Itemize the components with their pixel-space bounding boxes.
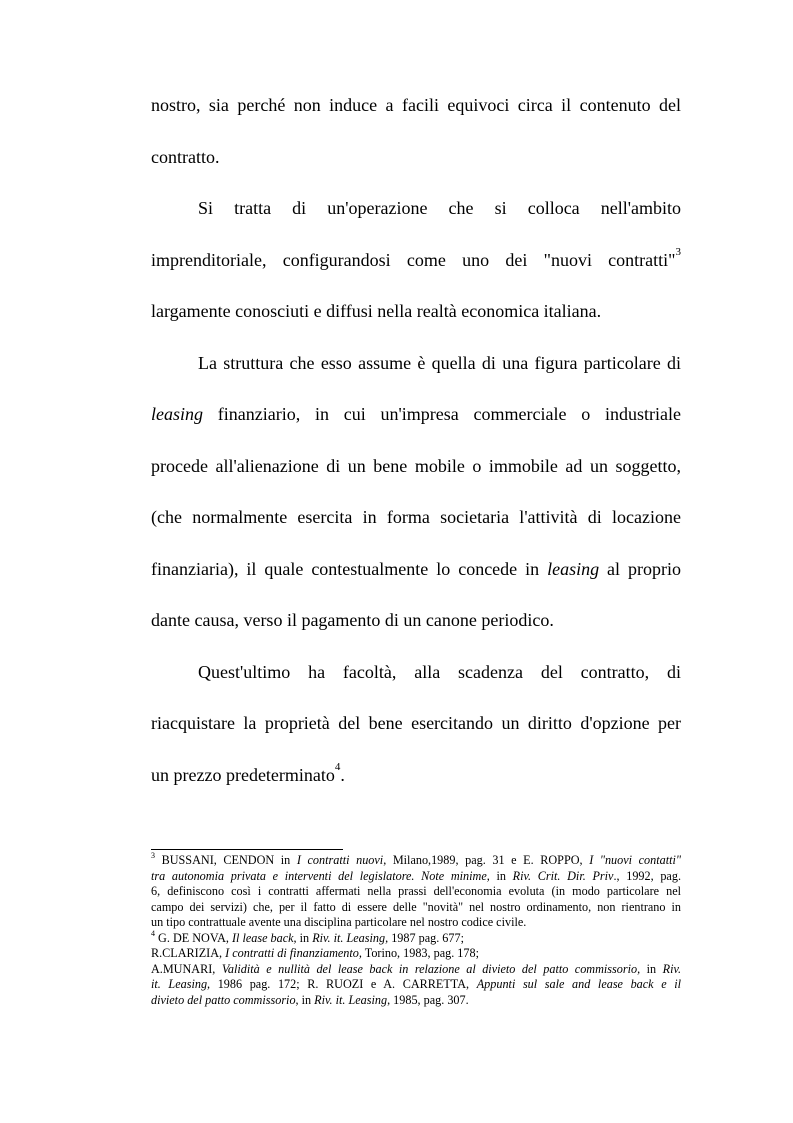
footnote-3-line: un tipo contrattuale avente una disciplina particolare nel nostro codice civile. <box>151 915 527 929</box>
footnote-separator <box>151 849 343 850</box>
paragraph-line: nostro, sia perché non induce a facili equivoci circa il contenuto del <box>151 95 681 115</box>
paragraph-line: imprenditoriale, configurandosi come uno dei "nuovi contratti"$^3$ <box>151 245 681 270</box>
paragraph-line: dante causa, verso il pagamento di un canone periodico. <box>151 610 554 630</box>
paragraph-line: Quest'ultimo ha facoltà, alla scadenza del contratto, di <box>198 661 681 682</box>
paragraph-line: procede all'alienazione di un bene mobile o immobile ad un soggetto, <box>151 455 681 476</box>
paragraph-line: largamente conosciuti e diffusi nella realtà economica italiana. <box>151 301 602 321</box>
footnote-ref-4: 4 <box>334 760 341 773</box>
paragraph-line: un prezzo predeterminato$^4$. <box>151 760 345 785</box>
footnotes <box>151 853 681 1008</box>
footnote-4-line: it. Leasing, 1986 pag. 172; R. RUOZI e A. CARRETTA, Appunti sul sale and lease back e il <box>151 977 682 991</box>
footnote-4-line: A.MUNARI, Validità e nullità del lease back in relazione al divieto del patto commissorio, in Riv. <box>151 961 682 976</box>
footnote-4-line: divieto del patto commissorio, in Riv. it. Leasing, 1985, pag. 307. <box>151 992 469 1007</box>
footnote-ref-3: 3 <box>675 245 681 258</box>
footnote-3-line: 6, definiscono così i contratti affermati nella prassi dell'economia evoluta (in modo particolare nel <box>151 884 681 898</box>
paragraph-line: riacquistare la proprietà del bene esercitando un diritto d'opzione per <box>151 713 681 733</box>
footnote-3-line: campo dei servizi) che, per il fatto di essere delle "novità" nel nostro ordinamento, non rientrano in <box>151 899 681 914</box>
paragraph-line: La struttura che esso assume è quella di una figura particolare di <box>198 352 681 373</box>
footnote-3-line: $^3$ BUSSANI, CENDON in I contratti nuovi, Milano,1989, pag. 31 e E. ROPPO, I "nuovi contatti" <box>151 851 681 867</box>
paragraph-line: (che normalmente esercita in forma societaria l'attività di locazione <box>151 507 681 527</box>
body-text <box>151 80 681 801</box>
paragraph-line: leasing finanziario, in cui un'impresa commerciale o industriale <box>151 404 681 424</box>
footnote-3-line: tra autonomia privata e interventi del legislatore. Note minime, in Riv. Crit. Dir. Priv., 1992, pag. <box>151 868 681 883</box>
footnote-4-line: R.CLARIZIA, I contratti di finanziamento, Torino, 1983, pag. 178; <box>151 946 479 960</box>
paragraph-line: contratto. <box>151 146 220 167</box>
paragraph-line: finanziaria), il quale contestualmente lo concede in leasing al proprio <box>151 558 682 579</box>
footnote-4-line: $^4$ G. DE NOVA, Il lease back, in Riv. it. Leasing, 1987 pag. 677; <box>151 928 464 945</box>
paragraph-line: Si tratta di un'operazione che si colloca nell'ambito <box>198 198 681 218</box>
